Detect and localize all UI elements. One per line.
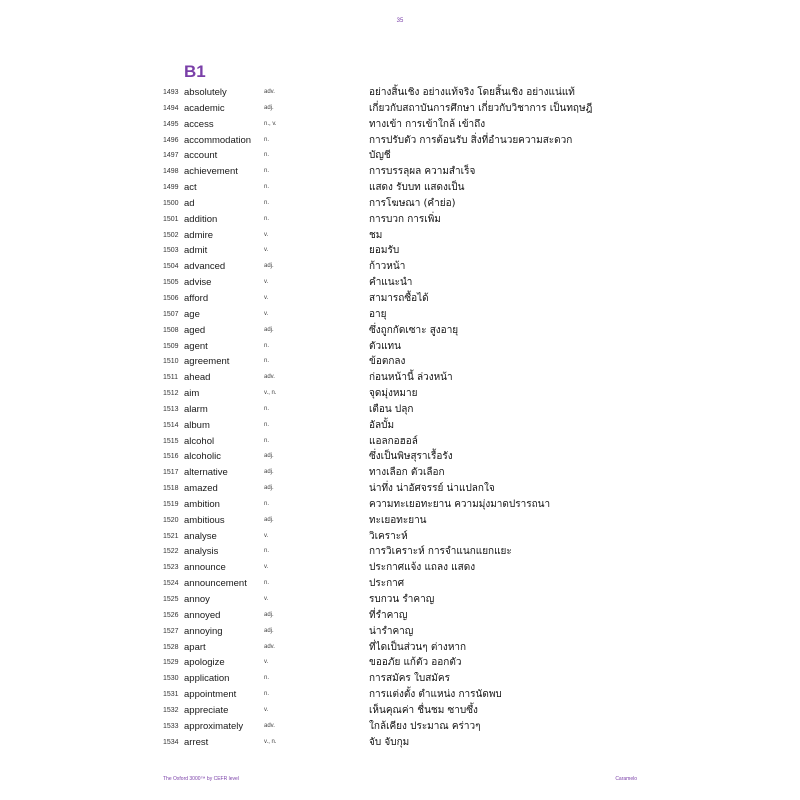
- page-number: 35: [396, 18, 404, 24]
- entry-word: alcoholic: [184, 451, 221, 463]
- entry-meaning: ที่ไดเป็นส่วนๆ ต่างหาก: [369, 641, 467, 653]
- entry-pos: adj.: [264, 627, 274, 634]
- list-item: [0, 735, 800, 751]
- list-item: [0, 449, 800, 465]
- entry-meaning: เห็นคุณค่า ชื่นชม ซาบซึ้ง: [369, 704, 478, 716]
- entry-number: 1510: [163, 358, 179, 366]
- entry-word: amazed: [184, 483, 218, 495]
- list-item: [0, 592, 800, 608]
- list-item: [0, 307, 800, 323]
- list-item: [0, 544, 800, 560]
- entry-number: 1529: [163, 659, 179, 667]
- entry-pos: n.: [264, 437, 270, 444]
- entry-word: achievement: [184, 166, 238, 178]
- entry-pos: n.: [264, 405, 270, 412]
- entry-meaning: ที่รำคาญ: [369, 609, 408, 621]
- entry-pos: n.: [264, 580, 270, 587]
- entry-number: 1495: [163, 120, 179, 128]
- entry-word: announcement: [184, 578, 247, 590]
- entry-meaning: ขออภัย แก้ตัว ออกตัว: [369, 657, 462, 669]
- entry-meaning: ยอมรับ: [369, 245, 400, 257]
- list-item: [0, 608, 800, 624]
- entry-number: 1532: [163, 706, 179, 714]
- entry-meaning: เตือน ปลุก: [369, 403, 414, 415]
- entry-word: arrest: [184, 736, 209, 748]
- entry-meaning: คำแนะนำ: [369, 277, 413, 289]
- entry-number: 1497: [163, 152, 179, 160]
- list-item: [0, 117, 800, 133]
- entry-meaning: ก่อนหน้านี้ ล่วงหน้า: [369, 372, 453, 384]
- entry-pos: adj.: [264, 485, 274, 492]
- entry-pos: n.: [264, 152, 270, 159]
- entry-number: 1501: [163, 215, 179, 223]
- entry-number: 1516: [163, 453, 179, 461]
- entry-pos: v., n.: [264, 390, 277, 397]
- entry-word: account: [184, 150, 218, 162]
- entry-pos: v.: [264, 596, 269, 602]
- entry-word: afford: [184, 292, 209, 304]
- entry-pos: n.: [264, 500, 270, 507]
- entry-number: 1500: [163, 199, 179, 207]
- entry-number: 1493: [163, 89, 179, 96]
- level-heading: B1: [184, 62, 206, 81]
- list-item: [0, 434, 800, 450]
- list-item: [0, 402, 800, 418]
- entry-word: analyse: [184, 530, 217, 542]
- entry-pos: adv.: [264, 89, 275, 95]
- entry-meaning: รบกวน รำคาญ: [369, 594, 435, 605]
- entry-pos: adv.: [264, 374, 275, 381]
- entry-pos: n.: [264, 548, 270, 555]
- entry-word: admit: [184, 245, 208, 257]
- entry-pos: n.: [264, 358, 270, 365]
- entry-word: accommodation: [184, 134, 252, 146]
- list-item: [0, 243, 800, 259]
- entry-number: 1525: [163, 596, 179, 603]
- entry-word: apart: [184, 641, 206, 653]
- list-item: [0, 386, 800, 402]
- entry-pos: n.: [264, 168, 270, 175]
- entry-word: aim: [184, 388, 200, 400]
- entry-word: academic: [184, 102, 225, 114]
- entry-pos: n.: [264, 215, 270, 222]
- entry-pos: adj.: [264, 516, 274, 523]
- entry-meaning: ทางเข้า การเข้าใกล้ เข้าถึง: [369, 118, 486, 130]
- entry-word: admire: [184, 229, 214, 241]
- entry-word: annoy: [184, 594, 210, 605]
- list-item: [0, 291, 800, 307]
- entry-word: act: [184, 182, 197, 194]
- entry-pos: adj.: [264, 469, 274, 476]
- entry-pos: v.: [264, 564, 269, 571]
- entry-number: 1505: [163, 279, 179, 287]
- entry-number: 1524: [163, 580, 179, 588]
- entry-pos: v.: [264, 659, 269, 666]
- entry-number: 1504: [163, 263, 179, 271]
- list-item: [0, 529, 800, 545]
- entry-meaning: แอลกอฮอล์: [369, 435, 418, 447]
- list-item: [0, 576, 800, 592]
- entry-word: analysis: [184, 546, 219, 558]
- entry-word: ambition: [184, 498, 220, 510]
- entry-pos: adv.: [264, 722, 275, 729]
- entry-meaning: บัญชี: [369, 150, 391, 162]
- entry-number: 1509: [163, 342, 179, 350]
- entry-word: appointment: [184, 689, 237, 701]
- entry-meaning: ก้าวหน้า: [369, 261, 406, 273]
- list-item: [0, 418, 800, 434]
- list-item: [0, 655, 800, 671]
- entry-meaning: การแต่งตั้ง ตำแหน่ง การนัดพบ: [369, 689, 502, 701]
- entry-word: approximately: [184, 720, 244, 732]
- entry-pos: adj.: [264, 263, 274, 270]
- entry-meaning: การโฆษณา (คำย่อ): [369, 197, 456, 209]
- list-item: [0, 354, 800, 370]
- entry-number: 1515: [163, 437, 179, 445]
- entry-word: alarm: [184, 403, 208, 415]
- entry-pos: v.: [264, 279, 269, 286]
- list-item: [0, 275, 800, 291]
- entry-number: 1531: [163, 691, 179, 699]
- list-item: [0, 164, 800, 180]
- entry-meaning: อย่างสิ้นเชิง อย่างแท้จริง โดยสิ้นเชิง อย่างแน่แท้: [369, 87, 575, 98]
- list-item: [0, 513, 800, 529]
- entry-pos: adj.: [264, 453, 274, 460]
- entry-number: 1518: [163, 485, 179, 493]
- footer-left: The Oxford 3000™ by CEFR level: [163, 776, 239, 782]
- entry-number: 1494: [163, 104, 179, 112]
- list-item: [0, 560, 800, 576]
- word-list: [0, 85, 800, 750]
- entry-pos: adj.: [264, 104, 274, 111]
- entry-meaning: ทะเยอทะยาน: [369, 514, 427, 526]
- entry-meaning: การสมัคร ใบสมัคร: [369, 673, 450, 685]
- entry-number: 1514: [163, 421, 179, 429]
- list-item: [0, 624, 800, 640]
- entry-meaning: ข้อตกลง: [369, 356, 406, 368]
- list-item: [0, 259, 800, 275]
- entry-number: 1499: [163, 184, 179, 192]
- entry-meaning: ชม: [369, 229, 383, 241]
- entry-number: 1533: [163, 722, 179, 730]
- entry-pos: n.: [264, 199, 270, 206]
- list-item: [0, 85, 800, 101]
- entry-word: ahead: [184, 372, 211, 384]
- entry-number: 1517: [163, 469, 179, 477]
- footer-right: Caramelo: [615, 776, 637, 782]
- list-item: [0, 481, 800, 497]
- entry-word: absolutely: [184, 87, 227, 98]
- entry-meaning: แสดง รับบท แสดงเป็น: [369, 182, 465, 194]
- entry-meaning: ความทะเยอทะยาน ความมุ่งมาดปรารถนา: [369, 498, 551, 510]
- entry-word: aged: [184, 324, 206, 336]
- entry-number: 1526: [163, 611, 179, 619]
- list-item: [0, 212, 800, 228]
- entry-word: appreciate: [184, 704, 229, 716]
- entry-meaning: อายุ: [369, 308, 387, 320]
- entry-number: 1507: [163, 310, 179, 318]
- entry-number: 1528: [163, 643, 179, 651]
- entry-pos: n.: [264, 184, 270, 191]
- entry-word: alternative: [184, 467, 228, 479]
- entry-word: album: [184, 419, 210, 431]
- entry-number: 1506: [163, 294, 179, 302]
- entry-number: 1508: [163, 326, 179, 334]
- list-item: [0, 687, 800, 703]
- list-item: [0, 323, 800, 339]
- entry-pos: adj.: [264, 611, 274, 618]
- entry-pos: v.: [264, 310, 269, 317]
- list-item: [0, 671, 800, 687]
- entry-meaning: การวิเคราะห์ การจำแนกแยกแยะ: [369, 546, 512, 558]
- entry-pos: n.: [264, 342, 270, 349]
- entry-word: annoying: [184, 625, 223, 637]
- entry-number: 1527: [163, 627, 179, 635]
- entry-word: alcohol: [184, 435, 215, 447]
- list-item: [0, 370, 800, 386]
- entry-number: 1522: [163, 548, 179, 556]
- entry-word: age: [184, 308, 200, 320]
- entry-pos: n.: [264, 136, 270, 143]
- entry-word: addition: [184, 213, 218, 225]
- entry-number: 1520: [163, 516, 179, 524]
- entry-number: 1530: [163, 675, 179, 683]
- entry-number: 1503: [163, 247, 179, 255]
- entry-pos: v., n.: [264, 738, 277, 745]
- entry-number: 1534: [163, 738, 179, 746]
- entry-pos: v.: [264, 532, 269, 539]
- entry-meaning: การปรับตัว การต้อนรับ สิ่งที่อำนวยความสะดวก: [369, 134, 573, 146]
- list-item: [0, 497, 800, 513]
- entry-word: agreement: [184, 356, 230, 368]
- list-item: [0, 101, 800, 117]
- entry-number: 1523: [163, 564, 179, 572]
- entry-number: 1519: [163, 500, 179, 508]
- entry-meaning: ใกล้เคียง ประมาณ คร่าวๆ: [369, 720, 481, 732]
- list-item: [0, 133, 800, 149]
- entry-meaning: ตัวแทน: [369, 340, 401, 352]
- entry-word: ad: [184, 197, 195, 209]
- entry-meaning: ซึ่งเป็นพิษสุราเรื้อรัง: [369, 451, 453, 463]
- entry-meaning: การบรรลุผล ความสำเร็จ: [369, 166, 476, 178]
- entry-number: 1513: [163, 405, 179, 413]
- entry-number: 1511: [163, 374, 179, 382]
- list-item: [0, 465, 800, 481]
- entry-meaning: ทางเลือก ตัวเลือก: [369, 467, 445, 479]
- entry-pos: n.: [264, 691, 270, 698]
- entry-pos: v.: [264, 247, 269, 254]
- entry-number: 1502: [163, 231, 179, 239]
- entry-meaning: ประกาศ: [369, 578, 405, 590]
- entry-meaning: ซึ่งถูกกัดเซาะ สูงอายุ: [369, 324, 459, 336]
- entry-word: agent: [184, 340, 208, 352]
- list-item: [0, 719, 800, 735]
- entry-meaning: จับ จับกุม: [369, 736, 410, 748]
- list-item: [0, 148, 800, 164]
- entry-meaning: ประกาศแจ้ง แถลง แสดง: [369, 562, 476, 574]
- entry-meaning: จุดมุ่งหมาย: [369, 388, 418, 400]
- entry-pos: n.: [264, 421, 270, 428]
- entry-pos: adv.: [264, 643, 275, 650]
- entry-number: 1521: [163, 532, 179, 540]
- list-item: [0, 180, 800, 196]
- entry-number: 1498: [163, 168, 179, 176]
- list-item: [0, 228, 800, 244]
- entry-meaning: อัลบั้ม: [369, 419, 395, 431]
- entry-pos: adj.: [264, 326, 274, 333]
- list-item: [0, 703, 800, 719]
- list-item: [0, 196, 800, 212]
- entry-word: announce: [184, 562, 226, 574]
- entry-pos: v.: [264, 294, 269, 301]
- entry-meaning: น่าทึ่ง น่าอัศจรรย์ น่าแปลกใจ: [369, 483, 495, 495]
- entry-word: advanced: [184, 261, 226, 273]
- entry-meaning: เกี่ยวกับสถาบันการศึกษา เกี่ยวกับวิชาการ เป็นทฤษฎี: [369, 102, 593, 114]
- entry-word: advise: [184, 277, 212, 289]
- entry-pos: v.: [264, 231, 269, 238]
- entry-number: 1512: [163, 390, 179, 398]
- entry-meaning: วิเคราะห์: [369, 530, 408, 542]
- entry-pos: n.: [264, 675, 270, 682]
- entry-meaning: สามารถซื้อได้: [369, 292, 429, 304]
- entry-pos: n., v.: [264, 120, 277, 127]
- list-item: [0, 640, 800, 656]
- list-item: [0, 339, 800, 355]
- entry-word: ambitious: [184, 514, 225, 526]
- entry-word: apologize: [184, 657, 225, 669]
- entry-pos: v.: [264, 706, 269, 713]
- entry-word: access: [184, 118, 214, 130]
- entry-meaning: การบวก การเพิ่ม: [369, 213, 441, 225]
- entry-meaning: น่ารำคาญ: [369, 625, 414, 637]
- entry-word: application: [184, 673, 230, 685]
- entry-word: annoyed: [184, 609, 221, 621]
- entry-number: 1496: [163, 136, 179, 144]
